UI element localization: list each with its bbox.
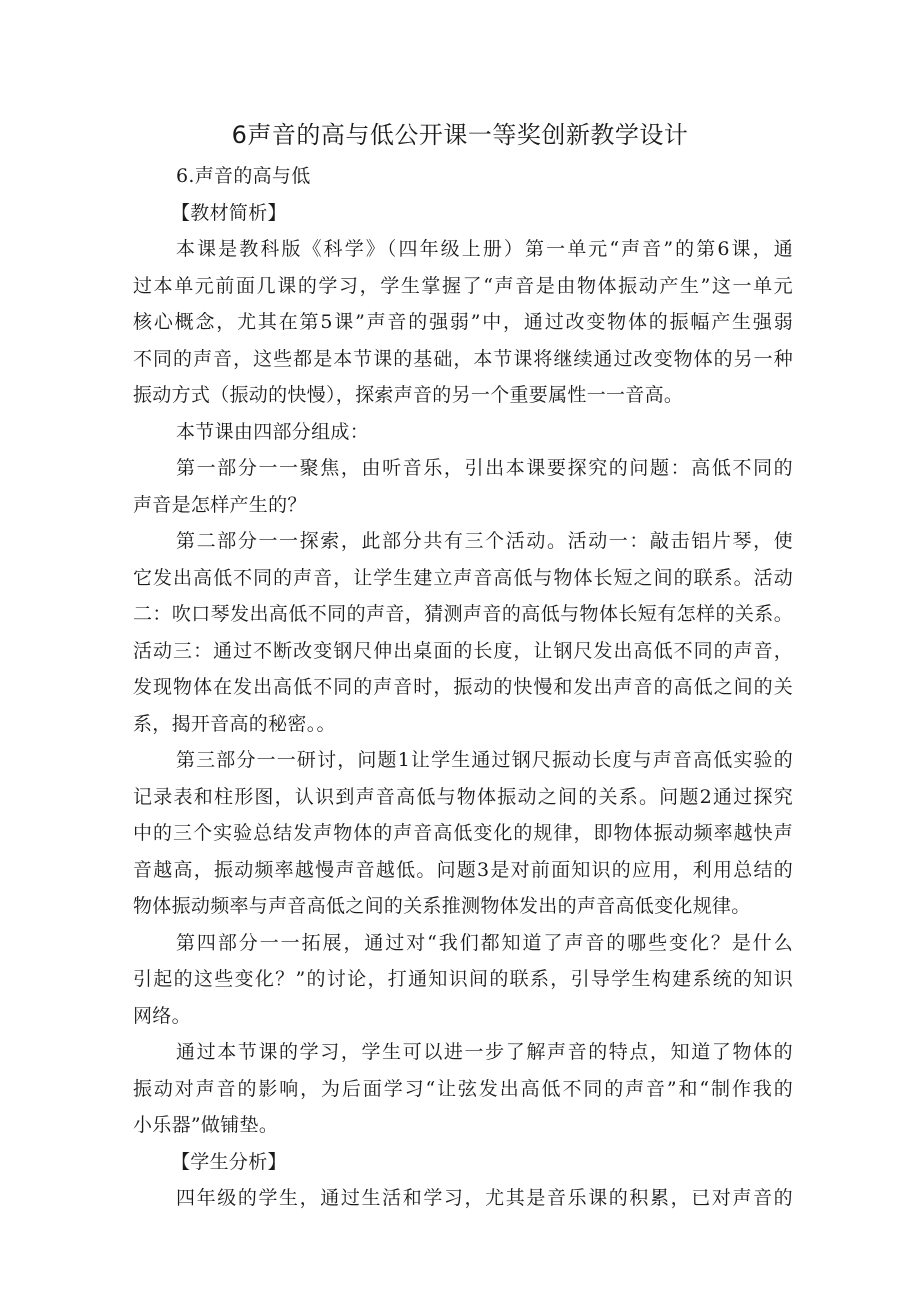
paragraph-line: 网络。 xyxy=(133,1004,191,1027)
paragraph-line: 本课是教科版《科学》（四年级上册）第一单元“声音”的第6课，通 xyxy=(176,238,793,260)
paragraph-line: 第三部分一一研讨，问题1让学生通过钢尺振动长度与声音高低实验的 xyxy=(176,749,793,771)
paragraph-line: 发现物体在发出高低不同的声音时，振动的快慢和发出声音的高低之间的关 xyxy=(133,676,793,698)
document-title: 6声音的高与低公开课一等奖创新教学设计 xyxy=(231,121,689,149)
document-body xyxy=(133,158,793,1217)
paragraph-line: 本节课由四部分组成： xyxy=(176,420,370,443)
paragraph-line: 二：吹口琴发出高低不同的声音，猜测声音的高低与物体长短有怎样的关系。 xyxy=(133,603,793,625)
section-heading-textbook-analysis: 【教材简析】 xyxy=(171,201,287,224)
paragraph-line: 活动三：通过不断改变钢尺伸出桌面的长度，让钢尺发出高低不同的声音， xyxy=(133,639,793,662)
paragraph-line: 小乐器”做铺垫。 xyxy=(133,1114,279,1136)
paragraph-line: 第二部分一一探索，此部分共有三个活动。活动一：敲击铝片琴，使 xyxy=(176,530,793,552)
paragraph-line: 核心概念，尤其在第5课”声音的强弱”中，通过改变物体的振幅产生强弱 xyxy=(133,311,793,333)
paragraph-line: 四年级的学生，通过生活和学习，尤其是音乐课的积累，已对声音的 xyxy=(176,1187,793,1209)
paragraph-line: 第一部分一一聚焦，由听音乐，引出本课要探究的问题：高低不同的 xyxy=(176,457,793,479)
paragraph-line: 引起的这些变化？”的讨论，打通知识间的联系，引导学生构建系统的知识 xyxy=(133,968,793,990)
lesson-subtitle: 6.声音的高与低 xyxy=(176,165,311,187)
paragraph-line: 它发出高低不同的声音，让学生建立声音高低与物体长短之间的联系。活动 xyxy=(133,566,793,589)
paragraph-line: 音越高，振动频率越慢声音越低。问题3是对前面知识的应用，利用总结的 xyxy=(133,858,793,881)
paragraph-line: 物体振动频率与声音高低之间的关系推测物体发出的声音高低变化规律。 xyxy=(133,895,751,917)
paragraph-line: 系，揭开音高的秘密。。 xyxy=(133,712,336,735)
paragraph-line: 不同的声音，这些都是本节课的基础，本节课将继续通过改变物体的另一种 xyxy=(133,347,793,370)
paragraph-line: 中的三个实验总结发声物体的声音高低变化的规律，即物体振动频率越快声 xyxy=(133,822,793,844)
paragraph-line: 通过本节课的学习，学生可以进一步了解声音的特点，知道了物体的 xyxy=(176,1041,793,1063)
paragraph-line: 振动对声音的影响，为后面学习“让弦发出高低不同的声音”和“制作我的 xyxy=(133,1077,793,1100)
paragraph-line: 声音是怎样产生的？ xyxy=(133,493,307,516)
paragraph-line: 过本单元前面几课的学习，学生掌握了“声音是由物体振动产生”这一单元 xyxy=(133,274,793,297)
paragraph-line: 第四部分一一拓展，通过对“我们都知道了声音的哪些变化？是什么 xyxy=(176,931,793,954)
section-heading-student-analysis: 【学生分析】 xyxy=(171,1150,287,1173)
paragraph-line: 振动方式（振动的快慢），探索声音的另一个重要属性一一音高。 xyxy=(133,384,684,406)
paragraph-line: 记录表和柱形图，认识到声音高低与物体振动之间的关系。问题2通过探究 xyxy=(133,785,793,808)
